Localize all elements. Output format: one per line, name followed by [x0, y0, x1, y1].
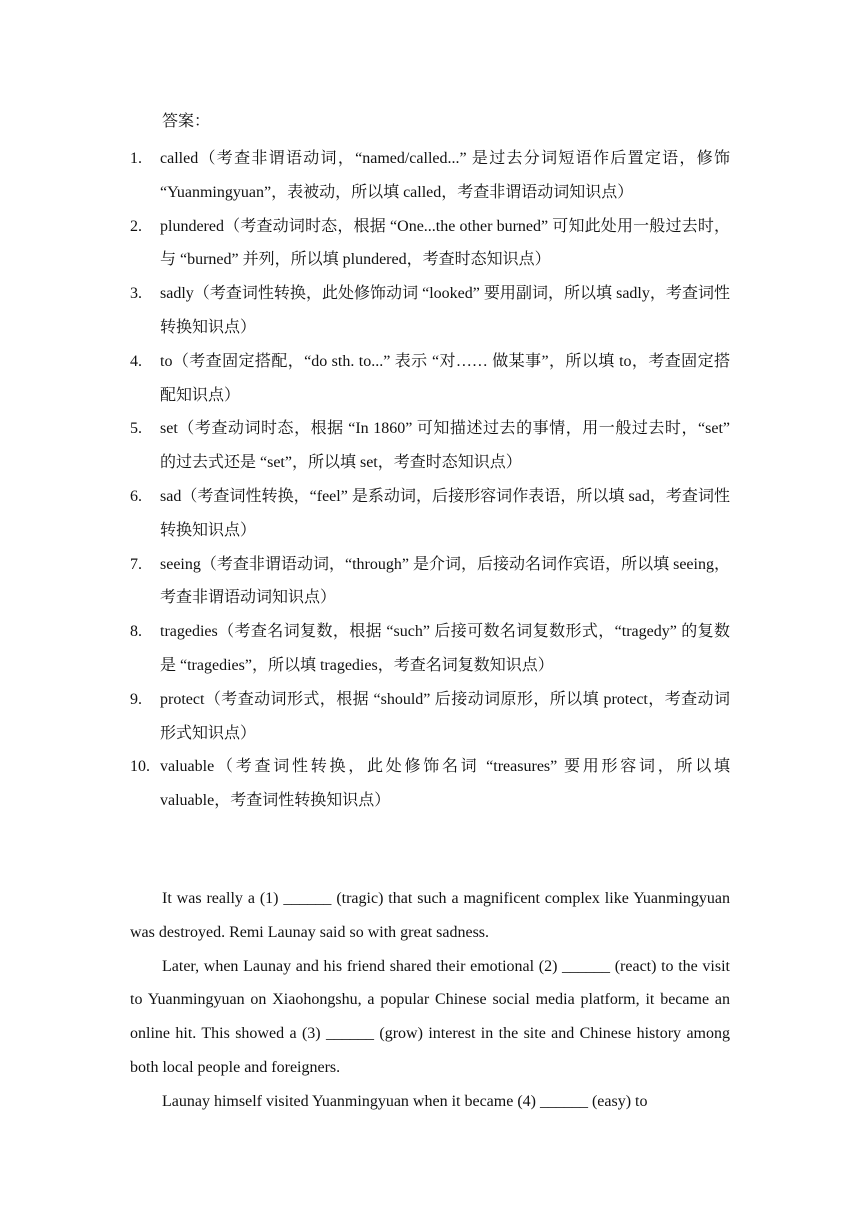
answer-number: 5. [130, 420, 142, 438]
answer-item [0, 683, 860, 751]
answer-item [0, 615, 860, 683]
answer-list [0, 142, 860, 818]
answer-item [0, 210, 860, 278]
answer-item [0, 142, 860, 210]
answer-number: 8. [130, 623, 142, 641]
answer-number: 3. [130, 285, 142, 303]
answer-text: valuable（考查词性转换，此处修饰名词 “treasures” 要用形容词，所以填 valuable，考查词性转换知识点） [160, 758, 730, 810]
answer-item [0, 277, 860, 345]
answer-text: seeing（考查非谓语动词，“through” 是介词，后接动名词作宾语，所以填 seeing，考查非谓语动词知识点） [160, 555, 730, 607]
answer-number: 6. [130, 487, 142, 505]
answer-text: called（考查非谓语动词，“named/called...” 是过去分词短语作后置定语，修饰 “Yuanmingyuan”，表被动，所以填 called，考查非谓语动词知识点） [160, 150, 730, 201]
answer-text: plundered（考查动词时态，根据 “One...the other burned” 可知此处用一般过去时，与 “burned” 并列，所以填 plundered，考查时态知识点） [160, 217, 730, 269]
passage-paragraph: Launay himself visited Yuanmingyuan when it became (4) ______ (easy) to [162, 1092, 648, 1110]
answer-text: protect（考查动词形式，根据 “should” 后接动词原形，所以填 protect，考查动词形式知识点） [160, 690, 730, 742]
answer-item [0, 750, 860, 818]
answer-number: 9. [130, 690, 142, 708]
answer-item [0, 548, 860, 616]
answer-number: 2. [130, 217, 142, 235]
answer-number: 1. [130, 150, 142, 167]
answer-number: 4. [130, 352, 142, 370]
answer-text: tragedies（考查名词复数，根据 “such” 后接可数名词复数形式，“tragedy” 的复数是 “tragedies”，所以填 tragedies，考查名词复数知识点） [160, 623, 730, 674]
answer-item [0, 345, 860, 413]
passage-paragraph: Later, when Launay and his friend shared their emotional (2) ______ (react) to the visit to Yuanmingyuan on Xiaohongshu, a popular Chinese social media platform, it became an online hit. This showed a (3) ______ (grow) interest in the site and Chinese history among both local people and foreigners. [130, 957, 730, 1076]
answer-number: 10. [130, 758, 150, 776]
answer-number: 7. [130, 555, 142, 573]
reading-passage [130, 882, 730, 1119]
passage-paragraph: It was really a (1) ______ (tragic) that such a magnificent complex like Yuanmingyuan was destroyed. Remi Launay said so with great sadness. [130, 890, 730, 941]
answer-text: sad（考查词性转换，“feel” 是系动词，后接形容词作表语，所以填 sad，考查词性转换知识点） [160, 487, 730, 539]
answer-text: to（考查固定搭配，“do sth. to...” 表示 “对…… 做某事”，所以填 to，考查固定搭配知识点） [160, 352, 730, 404]
answer-item [0, 480, 860, 548]
answer-item [0, 412, 860, 480]
answers-heading: 答案： [162, 113, 211, 130]
answer-text: sadly（考查词性转换，此处修饰动词 “looked” 要用副词，所以填 sadly，考查词性转换知识点） [160, 285, 730, 336]
answer-text: set（考查动词时态，根据 “In 1860” 可知描述过去的事情，用一般过去时，“set” 的过去式还是 “set”，所以填 set，考查时态知识点） [160, 420, 730, 472]
